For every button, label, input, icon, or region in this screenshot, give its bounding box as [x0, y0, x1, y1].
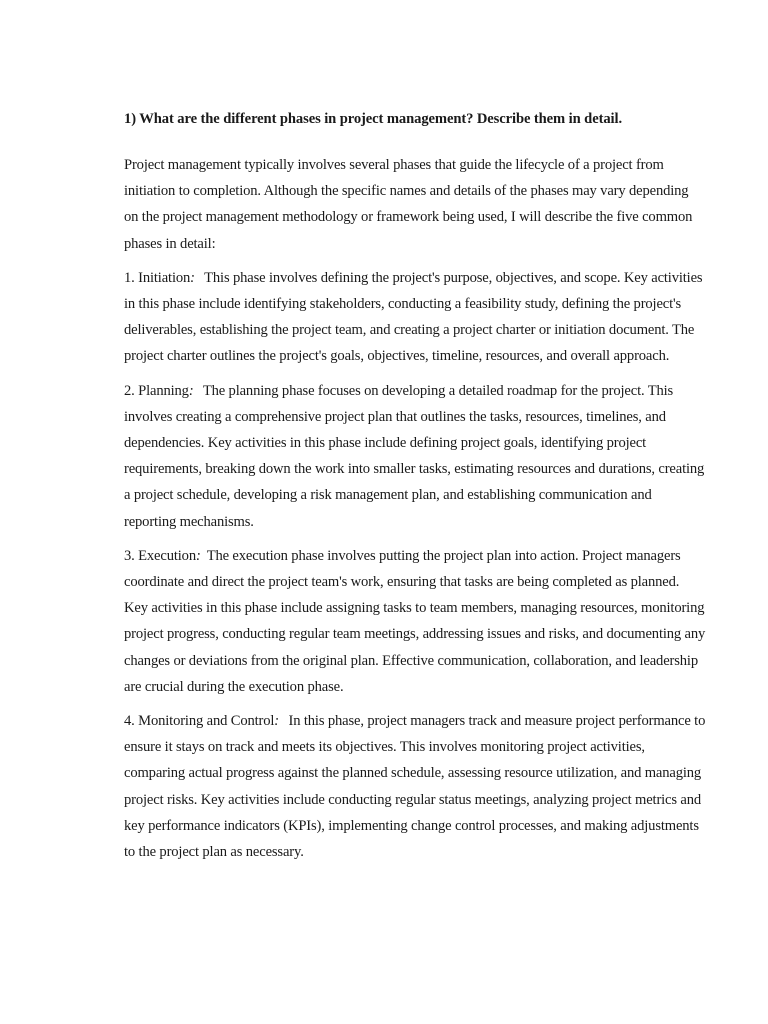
- phase-title: 1. Initiation: [124, 269, 191, 286]
- question-heading: 1) What are the different phases in project management? Describe them in detail.: [124, 111, 622, 127]
- phase-text: This phase involves defining the project's purpose, objectives, and scope. Key activities in this phase include identifying stakeholders, conducting a feasibility study, defining the project's deliverables, establishing the project team, and creating a project charter or initiation document. The project charter outlines the project's goals, objectives, timeline, resources, and overall approach.: [124, 269, 703, 365]
- phase-colon: :: [274, 713, 280, 730]
- phase-title: 3. Execution: [124, 547, 196, 564]
- intro-paragraph: Project management typically involves several phases that guide the lifecycle of a project from initiation to completion. Although the specific names and details of the phases may vary depending on the project management methodology or framework being used, I will describe the five common phases in detail:: [124, 157, 693, 252]
- phase-colon: :: [190, 269, 195, 286]
- phase-colon: :: [195, 547, 201, 564]
- phase-text: In this phase, project managers track and measure project performance to ensure it stays on track and meets its objectives. This involves monitoring project activities, comparing actual progress against the planned schedule, assessing resource utilization, and managing project risks. Key activities include conducting regular status meetings, analyzing project metrics and key performance indicators (KPIs), implementing change control processes, and making adjustments to the project plan as necessary.: [124, 713, 706, 861]
- phase-title: 4. Monitoring and Control: [124, 713, 275, 730]
- phase-text: The execution phase involves putting the project plan into action. Project managers coordinate and direct the project team's work, ensuring that tasks are being completed as planned. Key activities in this phase include assigning tasks to team members, managing resources, monitoring project progress, conducting regular team meetings, addressing issues and risks, and documenting any changes or deviations from the original plan. Effective communication, collaboration, and leadership are crucial during the execution phase.: [124, 547, 706, 695]
- phase-paragraph-execution: [124, 543, 706, 700]
- phase-paragraph-monitoring: [124, 708, 706, 865]
- phase-paragraph-planning: [124, 378, 706, 535]
- document-body: [124, 106, 706, 873]
- phase-title: 2. Planning: [124, 382, 189, 399]
- phase-text: The planning phase focuses on developing a detailed roadmap for the project. This involves creating a comprehensive project plan that outlines the tasks, resources, timelines, and dependencies. Key activities in this phase include defining project goals, identifying project requirements, breaking down the work into smaller tasks, estimating resources and durations, creating a project schedule, developing a risk management plan, and establishing communication and reporting mechanisms.: [124, 382, 705, 530]
- phase-colon: :: [188, 382, 194, 399]
- phase-paragraph-initiation: [124, 265, 706, 370]
